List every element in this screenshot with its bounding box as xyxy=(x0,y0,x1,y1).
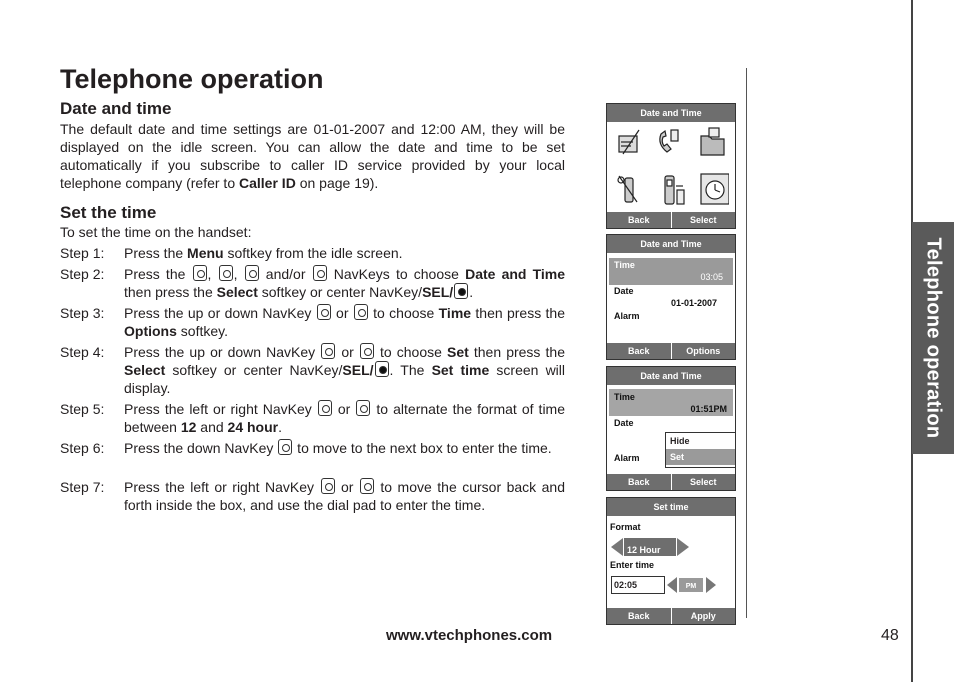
step-label: Step 3: xyxy=(60,305,105,321)
step-text-part: softkey. xyxy=(176,323,228,339)
step-label: Step 5: xyxy=(60,401,105,417)
step-text-part: softkey or center NavKey/ xyxy=(165,362,343,378)
handset-tools-icon xyxy=(618,176,637,202)
navkey-up-icon xyxy=(193,265,207,281)
step-text-part: to choose xyxy=(374,344,447,360)
screen-title: Date and Time xyxy=(607,104,735,122)
format-right-arrow-icon[interactable] xyxy=(677,538,689,556)
navkey-center-icon xyxy=(454,283,468,299)
ampm-left-arrow-icon[interactable] xyxy=(667,577,677,593)
step-text-part: Press the up or down NavKey xyxy=(124,305,316,321)
step-label: Step 7: xyxy=(60,479,105,495)
select-softkey[interactable]: Select xyxy=(671,212,736,228)
step-text-part: to move the cursor back and forth inside the box, and use the dial pad to enter the time. xyxy=(124,479,565,513)
step-text-part: NavKeys to choose xyxy=(327,266,466,282)
page-title: Telephone operation xyxy=(60,64,324,94)
step-bold-term: 24 hour xyxy=(227,419,279,435)
options-popup xyxy=(665,432,736,468)
date-label: Date xyxy=(614,286,634,296)
step-7 xyxy=(60,478,565,514)
step-text-part: Press the xyxy=(124,266,192,282)
set-time-intro: To set the time on the handset: xyxy=(60,224,252,240)
phone-handset-icon xyxy=(660,130,678,152)
step-text xyxy=(124,265,565,301)
step-text-part: . xyxy=(278,419,283,435)
step-text xyxy=(124,439,565,457)
step-text-part: or xyxy=(331,305,353,321)
step-text-part: screen will display. xyxy=(124,362,566,396)
options-softkey[interactable]: Options xyxy=(671,343,736,359)
step-5 xyxy=(60,400,565,436)
step-text-part: and/or xyxy=(259,266,312,282)
step-bold-term: Options xyxy=(124,323,177,339)
step-3 xyxy=(60,304,565,340)
menu-item-set[interactable]: Set xyxy=(666,449,735,465)
format-label: Format xyxy=(610,522,641,532)
page-number: 48 xyxy=(881,627,899,644)
step-label: Step 1: xyxy=(60,245,105,261)
alarm-label: Alarm xyxy=(614,453,640,463)
step-6 xyxy=(60,439,565,457)
intro-text-end: on page 19). xyxy=(295,175,379,191)
intro-text: The default date and time settings are 01-01-2007 and 12:00 AM, they will be displayed on the idle screen. You can allow the date and time to be set automatically if you subscribe to caller ID service provided by your local telephone company (refer to xyxy=(60,121,565,191)
step-bold-term: Set time xyxy=(431,362,490,378)
softkey-bar xyxy=(607,343,735,359)
footer-url: www.vtechphones.com xyxy=(386,627,553,644)
column-divider xyxy=(746,68,747,618)
step-bold-term: Select xyxy=(124,362,166,378)
navkey-center-icon xyxy=(375,361,389,377)
navkey-right-icon xyxy=(356,400,370,416)
softkey-bar xyxy=(607,212,735,228)
back-softkey[interactable]: Back xyxy=(627,477,650,487)
step-text-part: or xyxy=(335,479,359,495)
format-value-box[interactable] xyxy=(624,538,676,556)
step-text-part: then press the xyxy=(124,284,217,300)
caller-id-ref: Caller ID xyxy=(239,175,296,191)
screen-title: Date and Time xyxy=(607,235,735,253)
back-softkey[interactable]: Back xyxy=(627,611,650,621)
side-chapter-tab xyxy=(912,222,954,454)
navkey-down-icon xyxy=(219,265,233,281)
menu-icon-grid xyxy=(613,126,729,210)
step-text-part: Press the left or right NavKey xyxy=(124,401,317,417)
time-label: Time xyxy=(614,392,635,402)
step-text-part: to choose xyxy=(368,305,439,321)
softkey-bar xyxy=(607,474,735,490)
time-row-highlight[interactable] xyxy=(609,258,733,285)
enter-time-label: Enter time xyxy=(610,560,655,570)
cordless-handset-icon xyxy=(665,176,684,204)
screen-set-time xyxy=(606,497,736,625)
step-text-part: or xyxy=(336,344,359,360)
screen-title: Date and Time xyxy=(607,367,735,385)
step-text xyxy=(124,478,565,514)
step-text-part: or xyxy=(332,401,356,417)
step-1 xyxy=(60,244,565,262)
navkey-right-icon xyxy=(360,478,374,494)
step-bold-term: Time xyxy=(438,305,472,321)
format-value: 12 Hour xyxy=(627,545,661,555)
back-softkey[interactable]: Back xyxy=(627,215,650,225)
step-text-part: then press the xyxy=(468,344,565,360)
step-text-part: , xyxy=(233,266,244,282)
section-heading-set-time: Set the time xyxy=(60,203,157,222)
step-text-part: Press the xyxy=(124,245,188,261)
pen-paper-icon xyxy=(619,130,639,154)
step-label: Step 2: xyxy=(60,266,105,282)
step-2 xyxy=(60,265,565,301)
navkey-left-icon xyxy=(318,400,332,416)
step-text-part: / xyxy=(449,284,454,300)
date-value: 01-01-2007 xyxy=(671,298,718,308)
step-text-part: to move to the next box to enter the time. xyxy=(293,440,552,456)
time-value: 01:51PM xyxy=(690,404,727,414)
time-entry-field[interactable]: 02:05 xyxy=(611,576,665,594)
menu-item-hide[interactable]: Hide xyxy=(670,436,690,446)
time-label: Time xyxy=(614,260,635,270)
step-text-part: to alternate the format of time between xyxy=(124,401,566,435)
step-bold-term: SEL xyxy=(342,362,370,378)
step-bold-term: Set xyxy=(446,344,469,360)
step-bold-term: 12 xyxy=(180,419,197,435)
step-text-part: Press the up or down NavKey xyxy=(124,344,321,360)
step-text xyxy=(124,304,565,340)
navkey-left-icon xyxy=(245,265,259,281)
navkey-left-icon xyxy=(321,478,335,494)
step-text-part: . The xyxy=(389,362,432,378)
folder-icon xyxy=(701,128,724,155)
step-label: Step 6: xyxy=(60,440,105,456)
step-text-part: . xyxy=(469,284,474,300)
navkey-down-icon xyxy=(360,343,374,359)
clock-calendar-icon xyxy=(701,174,729,204)
format-left-arrow-icon[interactable] xyxy=(611,538,623,556)
step-text-part: softkey from the idle screen. xyxy=(223,245,403,261)
ampm-right-arrow-icon[interactable] xyxy=(706,577,716,593)
navkey-down-icon xyxy=(354,304,368,320)
section-heading-date-time: Date and time xyxy=(60,99,172,118)
date-label: Date xyxy=(614,418,634,428)
ampm-value[interactable]: PM xyxy=(679,578,703,592)
select-softkey[interactable]: Select xyxy=(671,474,736,490)
step-text xyxy=(124,343,565,397)
screen-date-time xyxy=(606,234,736,360)
step-text xyxy=(124,244,565,262)
step-text-part: and xyxy=(196,419,228,435)
softkey-bar xyxy=(607,608,735,624)
step-bold-term: Menu xyxy=(187,245,224,261)
navkey-right-icon xyxy=(313,265,327,281)
step-text-part: then press the xyxy=(471,305,565,321)
step-4 xyxy=(60,343,565,397)
step-text-part: , xyxy=(207,266,218,282)
screen-title: Set time xyxy=(607,498,735,516)
step-text-part: Press the down NavKey xyxy=(124,440,278,456)
screen-time-options xyxy=(606,366,736,491)
step-text-part: / xyxy=(369,362,374,378)
apply-softkey[interactable]: Apply xyxy=(671,608,736,624)
step-text xyxy=(124,400,565,436)
side-tab-label: Telephone operation xyxy=(922,237,945,439)
navkey-down-icon xyxy=(278,439,292,455)
back-softkey[interactable]: Back xyxy=(627,346,650,356)
navkey-up-icon xyxy=(321,343,335,359)
time-row-highlight[interactable] xyxy=(609,389,733,416)
step-bold-term: Date and Time xyxy=(465,266,566,282)
step-bold-term: Select xyxy=(216,284,258,300)
step-text-part: Press the left or right NavKey xyxy=(124,479,320,495)
step-label: Step 4: xyxy=(60,344,105,360)
step-text-part: softkey or center NavKey/ xyxy=(257,284,423,300)
navkey-up-icon xyxy=(317,304,331,320)
time-value: 03:05 xyxy=(700,272,723,282)
intro-paragraph xyxy=(60,120,565,192)
screen-main-menu xyxy=(606,103,736,229)
step-bold-term: SEL xyxy=(422,284,450,300)
alarm-label: Alarm xyxy=(614,311,640,321)
